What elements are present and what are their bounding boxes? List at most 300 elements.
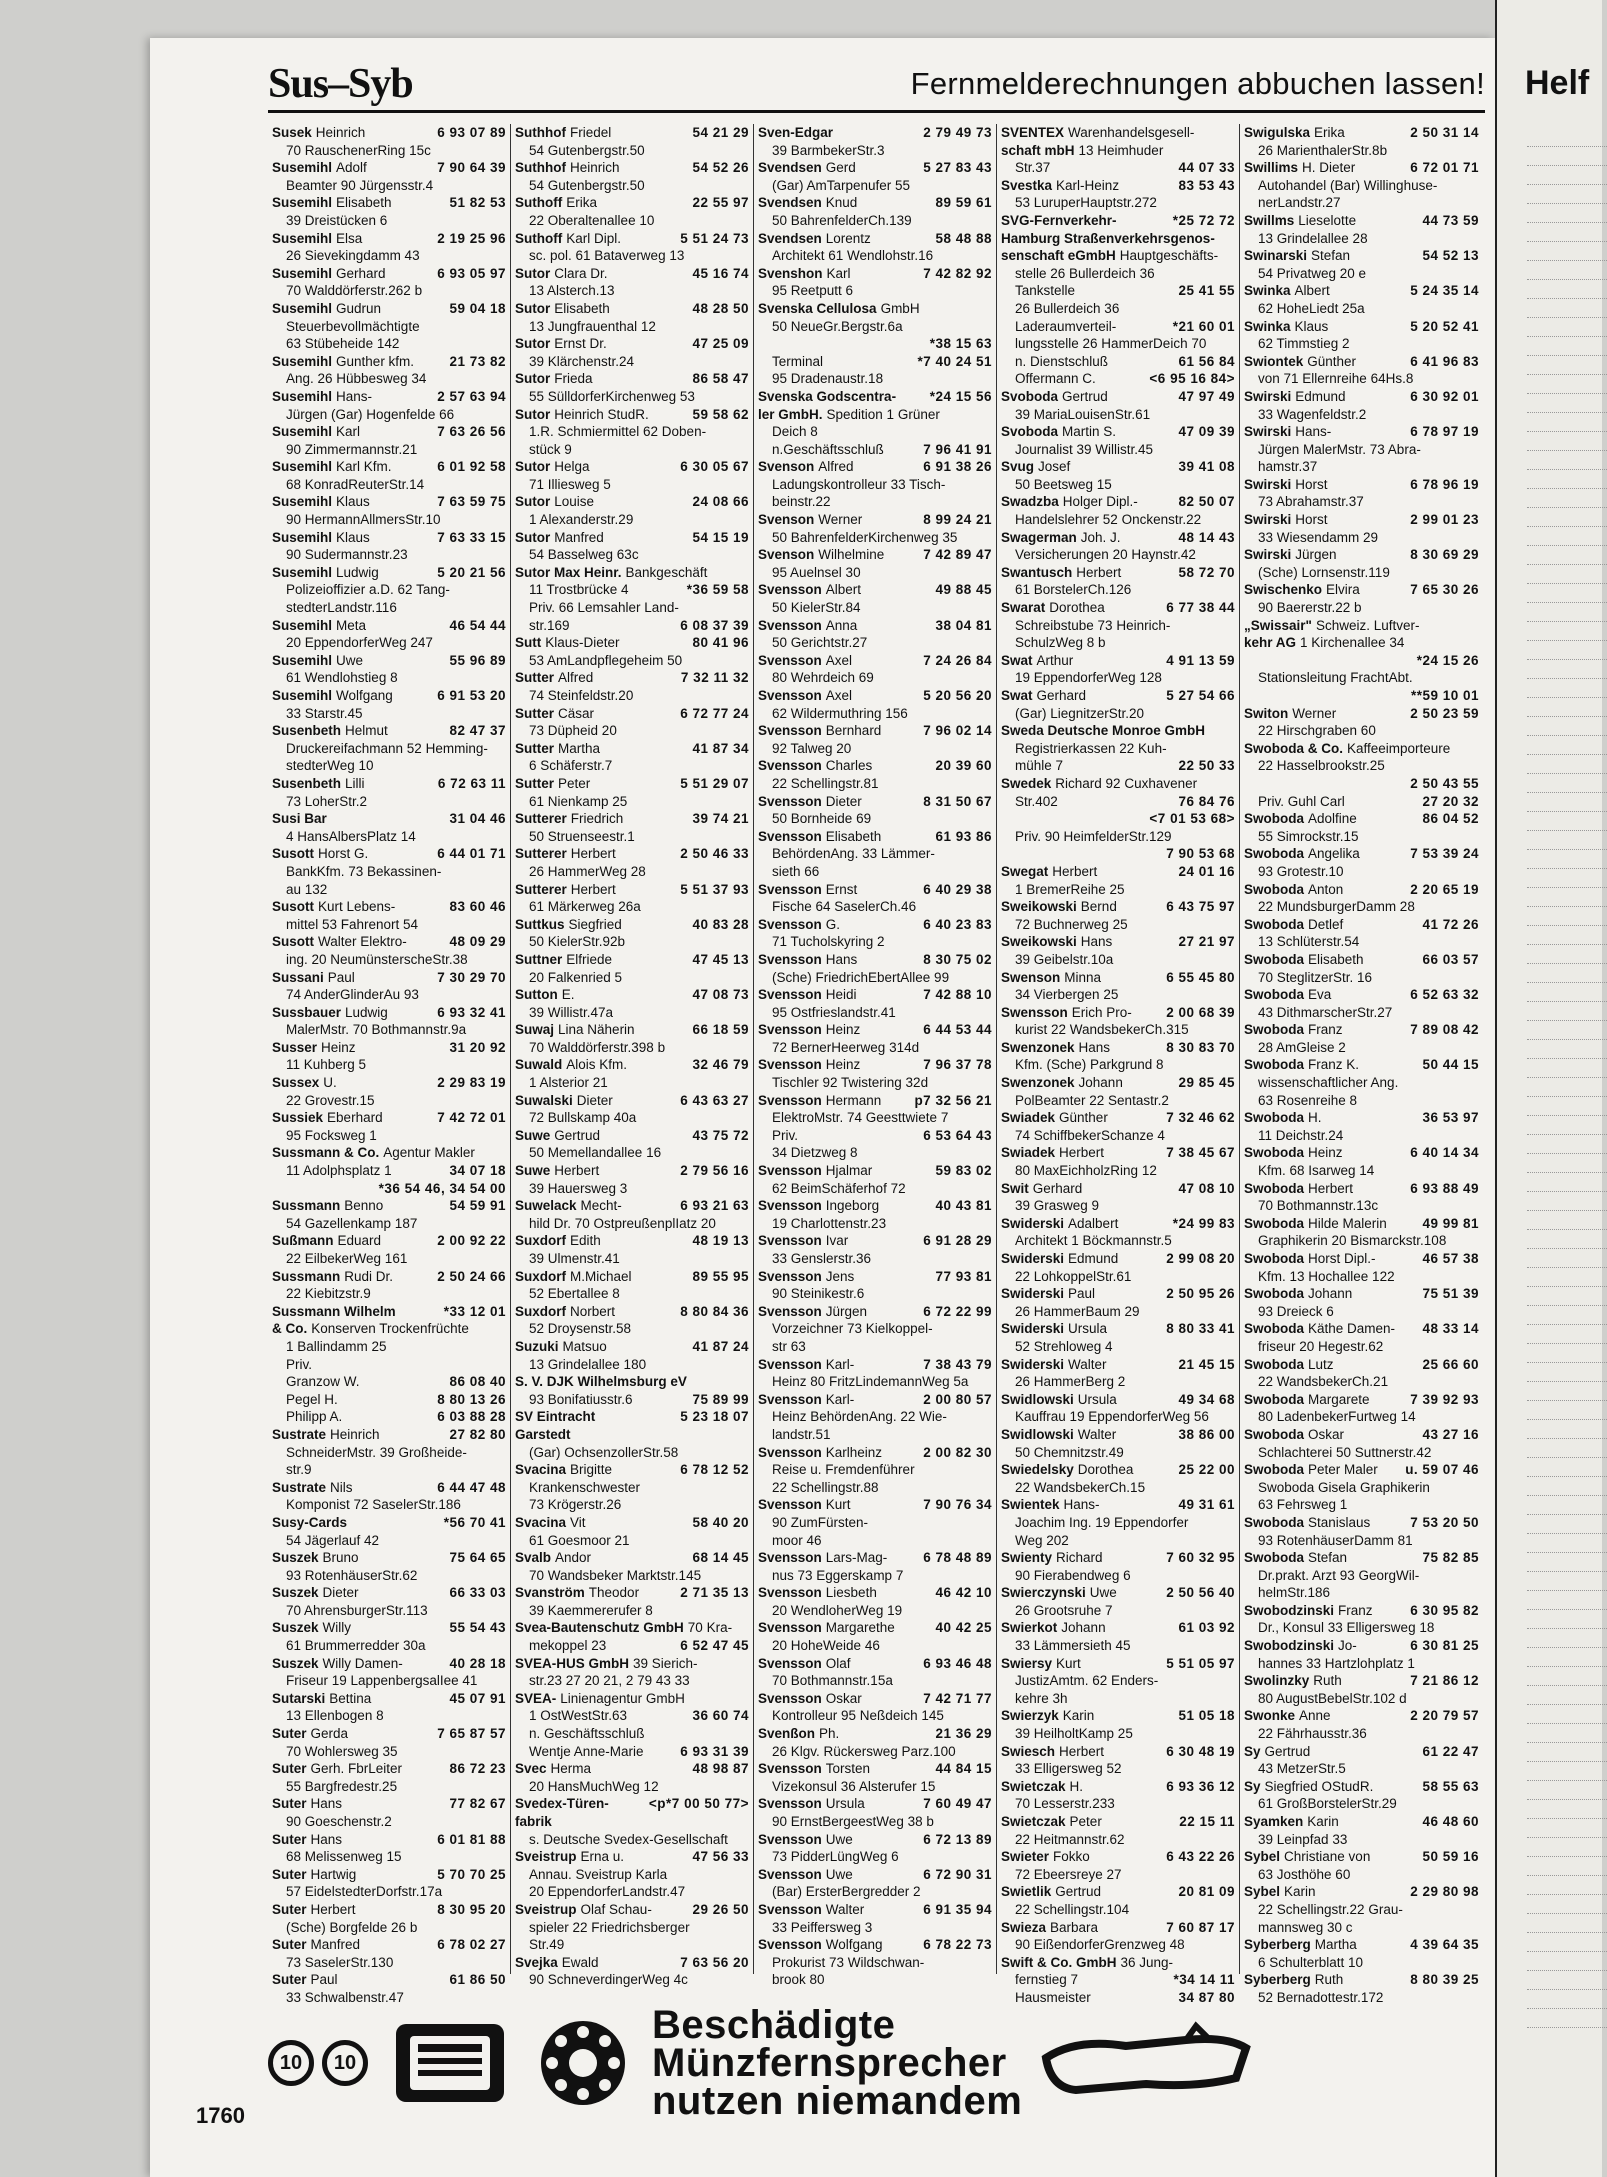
entry-address: Charles: [825, 758, 873, 774]
entry-number: 61 22 47: [1422, 1743, 1479, 1759]
entry-address: 13 Grindelallee 180: [529, 1356, 647, 1372]
entry-address: Hilde Malerin: [1308, 1215, 1387, 1231]
entry-address: 6 Schulterblatt 10: [1258, 1954, 1364, 1970]
listing-entry: [272, 969, 506, 987]
listing-entry: [1244, 335, 1479, 353]
listing-entry: [758, 1444, 992, 1462]
entry-address: fernstieg 7: [1015, 1972, 1079, 1988]
entry-number: 6 08 37 39: [680, 617, 749, 633]
entry-address: Herbert: [1308, 1180, 1354, 1196]
listing-entry: [1244, 353, 1479, 371]
listing-entry: [515, 1250, 749, 1268]
adjacent-page-line: [1527, 185, 1607, 204]
listing-entry: [272, 1672, 506, 1690]
adjacent-page-line: [1527, 1097, 1607, 1116]
entry-name: Sutterer: [515, 846, 567, 862]
listing-entry: [1001, 599, 1235, 617]
entry-address: Jürgen MalerMstr. 73 Abra-: [1258, 441, 1421, 457]
adjacent-page-line: [1527, 1971, 1607, 1990]
adjacent-page-line: [1527, 926, 1607, 945]
entry-number: 5 70 70 25: [437, 1866, 506, 1882]
entry-address: mühle 7: [1015, 758, 1064, 774]
adjacent-page-line: [1527, 1724, 1607, 1743]
entry-address: Karl-: [825, 1356, 855, 1372]
listing-entry: [1001, 916, 1235, 934]
entry-name: Swoboda: [1244, 1426, 1304, 1442]
listing-entry: [272, 933, 506, 951]
entry-name: Swoboda: [1244, 1286, 1304, 1302]
entry-number: 58 55 63: [1422, 1778, 1479, 1794]
entry-address: Priv. 66 Lemsahler Land-: [529, 600, 679, 616]
listing-entry: [758, 1655, 992, 1673]
entry-address: Herbert: [1059, 1145, 1105, 1161]
entry-name: Sutor: [515, 529, 551, 545]
entry-address: kurist 22 WandsbekerCh.315: [1015, 1022, 1189, 1038]
entry-address: Priv.: [286, 1356, 312, 1372]
listing-entry: [1244, 1021, 1479, 1039]
entry-name: Swientek: [1001, 1497, 1060, 1513]
entry-name: Svensson: [758, 1022, 822, 1038]
entry-address: 52 Strehloweg 4: [1015, 1338, 1113, 1354]
listing-entry: [515, 265, 749, 283]
entry-address: nus 73 Eggerskamp 7: [772, 1567, 904, 1583]
entry-name: schaft mbH: [1001, 142, 1075, 158]
listing-entry: [1244, 1936, 1479, 1954]
entry-address: Gunther kfm.: [336, 353, 415, 369]
listing-entry: [758, 142, 992, 160]
listing-entry: [272, 1690, 506, 1708]
entry-number: 2 79 49 73: [923, 125, 992, 140]
listing-entry: [1244, 845, 1479, 863]
entry-name: Svenson: [758, 547, 815, 563]
entry-address: GmbH: [880, 300, 920, 316]
entry-address: 22 Oberaltenallee 10: [529, 212, 655, 228]
entry-name: Swoboda: [1244, 1145, 1304, 1161]
entry-address: wissenschaftlicher Ang.: [1258, 1075, 1399, 1091]
entry-address: Horst Dipl.-: [1308, 1251, 1376, 1266]
entry-address: 68 KonradReuterStr.14: [286, 476, 425, 492]
entry-number: 50 44 15: [1422, 1057, 1479, 1073]
entry-name: Svensson: [758, 582, 822, 598]
phone-booth-icon: [390, 2020, 510, 2106]
entry-address: hannes 33 Hartzlohplatz 1: [1258, 1655, 1415, 1671]
entry-address: ElektroMstr. 74 Geesttwiete 7: [772, 1110, 949, 1126]
entry-address: Erna u.: [580, 1849, 625, 1865]
entry-address: 70 Bothmannstr.15a: [772, 1673, 893, 1689]
entry-name: Sutter: [515, 705, 555, 721]
listing-entry: [1244, 1971, 1479, 1989]
entry-number: *24 15 26: [1416, 652, 1479, 668]
adjacent-page-line: [1527, 1553, 1607, 1572]
entry-address: 11 Adolphsplatz 1: [286, 1163, 392, 1179]
entry-name: Suttkus: [515, 916, 565, 932]
entry-address: 22 LohkoppelStr.61: [1015, 1268, 1132, 1284]
entry-address: Herbert: [1076, 564, 1122, 580]
listing-entry: [515, 1197, 749, 1215]
adjacent-page-line: [1527, 1572, 1607, 1591]
listing-entry: [272, 300, 506, 318]
listing-entry: [272, 335, 506, 353]
listing-entry: [1244, 282, 1479, 300]
entry-number: 8 30 95 20: [437, 1901, 506, 1917]
entry-number: 27 82 80: [449, 1426, 506, 1442]
entry-address: 53 LuruperHauptstr.272: [1015, 195, 1157, 211]
entry-name: Swat: [1001, 652, 1033, 668]
entry-address: Alois Kfm.: [566, 1057, 628, 1073]
entry-address: Kurt: [825, 1497, 851, 1513]
listing-entry: [272, 406, 506, 424]
entry-name: Sussmann: [272, 1268, 341, 1284]
entry-name: Swierzyk: [1001, 1708, 1059, 1724]
adjacent-page-line: [1527, 698, 1607, 717]
entry-number: 6 91 38 26: [923, 459, 992, 475]
listing-entry: [758, 881, 992, 899]
entry-address: Stefan: [1308, 1550, 1348, 1566]
listing-entry: [758, 1408, 992, 1426]
entry-number: 4 39 64 35: [1410, 1937, 1479, 1953]
entry-name: Svensson: [758, 723, 822, 739]
entry-name: Swoboda: [1244, 916, 1304, 932]
listing-entry: [1244, 1127, 1479, 1145]
entry-number: 4 91 13 59: [1166, 652, 1235, 668]
listing-entry: [1244, 1637, 1479, 1655]
entry-address: stelle 26 Bullerdeich 36: [1015, 265, 1155, 281]
adjacent-page-line: [1527, 812, 1607, 831]
listing-entry: [1001, 282, 1235, 300]
entry-name: Swirski: [1244, 424, 1292, 440]
entry-number: 6 78 96 19: [1410, 476, 1479, 492]
entry-address: 50 Bornheide 69: [772, 811, 872, 827]
entry-number: 7 65 87 57: [437, 1726, 506, 1742]
entry-address: 62 Timmstieg 2: [1258, 336, 1350, 352]
entry-number: 8 99 24 21: [923, 512, 992, 528]
listing-entry: [1001, 740, 1235, 758]
entry-address: Philipp A.: [286, 1409, 343, 1425]
entry-address: Elisabeth: [1308, 951, 1364, 967]
entry-name: Suter: [272, 1937, 307, 1953]
entry-address: Dr., Konsul 33 Elligersweg 18: [1258, 1620, 1435, 1636]
entry-address: Joachim Ing. 19 Eppendorfer: [1015, 1514, 1189, 1530]
entry-number: 7 63 26 56: [437, 424, 506, 440]
entry-address: Franz: [1338, 1602, 1373, 1618]
entry-address: str 63: [772, 1338, 806, 1354]
listing-entry: [272, 1743, 506, 1761]
entry-number: 8 80 13 26: [437, 1391, 506, 1407]
entry-address: 71 Illiesweg 5: [529, 476, 611, 492]
listing-entry: [1001, 1584, 1235, 1602]
entry-address: 61 Brummerredder 30a: [286, 1638, 426, 1654]
entry-name: Swedek: [1001, 775, 1052, 791]
listing-entry: [1001, 1092, 1235, 1110]
listing-entry: [515, 687, 749, 705]
entry-name: Svec: [515, 1761, 547, 1777]
entry-address: Werner: [818, 512, 863, 528]
listing-entry: [1244, 1901, 1479, 1919]
entry-address: 13 Ellenbogen 8: [286, 1708, 384, 1724]
entry-name: Switon: [1244, 705, 1289, 721]
entry-number: 68 14 45: [692, 1550, 749, 1566]
entry-address: 90 Steinikestr.6: [772, 1286, 865, 1302]
adjacent-page-line: [1527, 1249, 1607, 1268]
listing-entry: [515, 1391, 749, 1409]
entry-name: Swoboda: [1244, 1514, 1304, 1530]
listing-entry: [272, 493, 506, 511]
entry-number: 59 83 02: [935, 1163, 992, 1179]
listing-entry: [272, 1092, 506, 1110]
listing-entry: [272, 810, 506, 828]
entry-name: Suszek: [272, 1655, 319, 1671]
entry-address: 54 Jägerlauf 42: [286, 1532, 380, 1548]
listing-entry: [758, 406, 992, 424]
entry-number: *24 15 56: [929, 388, 992, 404]
entry-number: 6 93 07 89: [437, 125, 506, 140]
entry-address: 54 Gutenbergstr.50: [529, 177, 645, 193]
entry-name: Svenska Godscentra-: [758, 388, 897, 404]
listing-entry: [1244, 1619, 1479, 1637]
entry-address: Uwe: [1089, 1585, 1117, 1601]
entry-number: 8 80 39 25: [1410, 1972, 1479, 1988]
entry-address: Clara Dr.: [554, 265, 608, 281]
entry-address: Gerd: [825, 160, 856, 176]
entry-address: Willy: [322, 1620, 352, 1636]
listing-entry: [1244, 300, 1479, 318]
listing-entry: [1001, 1021, 1235, 1039]
listing-entry: [272, 845, 506, 863]
listing-entry: [1001, 1373, 1235, 1391]
entry-address: Gudrun: [336, 300, 382, 316]
entry-name: Svendsen: [758, 230, 822, 246]
entry-address: 73 Krögerstr.26: [529, 1497, 622, 1513]
listing-entry: [1001, 1619, 1235, 1637]
entry-address: 92 Talweg 20: [772, 740, 852, 756]
entry-address: ing. 20 NeumünsterscheStr.38: [286, 951, 468, 967]
listing-entry: [1244, 1356, 1479, 1374]
listing-entry: [515, 1356, 749, 1374]
entry-address: 63 Fehrsweg 1: [1258, 1497, 1348, 1513]
listing-entry: [1001, 1250, 1235, 1268]
listing-entry: [515, 1056, 749, 1074]
listing-entry: [1001, 1056, 1235, 1074]
listing-entry: [272, 828, 506, 846]
entry-address: 62 HoheLiedt 25a: [1258, 300, 1365, 316]
entry-address: 55 SülldorferKirchenweg 53: [529, 388, 695, 404]
entry-address: str.169: [529, 617, 570, 633]
entry-address: 22 Fährhausstr.36: [1258, 1726, 1367, 1742]
listing-entry: [758, 247, 992, 265]
entry-address: 33 Genslerstr.36: [772, 1251, 872, 1266]
entry-number: 6 53 64 43: [923, 1127, 992, 1143]
listing-entry: [272, 282, 506, 300]
entry-address: Konserven Trockenfrüchte: [311, 1321, 469, 1337]
listing-entry: [758, 1619, 992, 1637]
entry-number: 6 41 96 83: [1410, 353, 1479, 369]
listing-entry: [1001, 1795, 1235, 1813]
listing-entry: [1244, 1672, 1479, 1690]
listing-entry: [758, 1461, 992, 1479]
entry-name: Susemihl: [272, 353, 333, 369]
entry-number: *33 12 01: [443, 1303, 506, 1319]
listing-entry: [1244, 142, 1479, 160]
entry-number: 8 30 75 02: [923, 951, 992, 967]
listing-entry: [515, 1444, 749, 1462]
entry-address: Str.37: [1015, 160, 1051, 176]
entry-number: 38 04 81: [935, 617, 992, 633]
adjacent-page-line: [1527, 1211, 1607, 1230]
entry-address: Kfm. 13 Hochallee 122: [1258, 1268, 1395, 1284]
entry-address: friseur 20 Hegestr.62: [1258, 1338, 1384, 1354]
entry-name: Svensson: [758, 1585, 822, 1601]
entry-name: Swoboda: [1244, 1022, 1304, 1038]
entry-name: Svensson: [758, 1497, 822, 1513]
listing-entry: [272, 1180, 506, 1198]
listing-entry: [758, 793, 992, 811]
listing-entry: [515, 986, 749, 1004]
listing-entry: [1244, 1444, 1479, 1462]
entry-number: 2 20 65 19: [1410, 881, 1479, 897]
listing-entry: [515, 1848, 749, 1866]
entry-number: 6 78 02 27: [437, 1937, 506, 1953]
listing-entry: [515, 617, 749, 635]
listing-entry: [1244, 863, 1479, 881]
entry-address: 90 Fierabendweg 6: [1015, 1567, 1131, 1583]
listing-entry: [758, 969, 992, 987]
adjacent-page-line: [1527, 641, 1607, 660]
entry-number: 7 39 92 93: [1410, 1391, 1479, 1407]
listing-entry: [758, 617, 992, 635]
entry-number: 6 72 77 24: [680, 705, 749, 721]
listing-entry: [1244, 388, 1479, 406]
listing-entry: [515, 1532, 749, 1550]
adjacent-page-line: [1527, 1439, 1607, 1458]
listing-entry: [515, 1883, 749, 1901]
entry-address: Dieter: [825, 793, 862, 809]
entry-address: 43 MetzerStr.5: [1258, 1761, 1346, 1777]
listing-entry: [515, 1162, 749, 1180]
listing-entry: [1244, 951, 1479, 969]
entry-address: 90 EißendorferGrenzweg 48: [1015, 1937, 1185, 1953]
entry-name: Susemihl: [272, 529, 333, 545]
entry-number: 55 96 89: [449, 652, 506, 668]
entry-name: Swenzonek: [1001, 1075, 1075, 1091]
entry-address: 33 Elligersweg 52: [1015, 1761, 1122, 1777]
entry-address: 1 Alsterior 21: [529, 1075, 608, 1091]
entry-name: Sweikowski: [1001, 899, 1077, 915]
listing-entry: [1244, 1162, 1479, 1180]
entry-address: str.23 27 20 21, 2 79 43 33: [529, 1673, 690, 1689]
entry-address: Friedrich: [570, 811, 624, 827]
entry-number: 5 20 52 41: [1410, 318, 1479, 334]
listing-entry: [1001, 1637, 1235, 1655]
entry-name: Swobodzinski: [1244, 1602, 1335, 1618]
entry-number: 2 71 35 13: [680, 1585, 749, 1601]
entry-number: 7 38 43 79: [923, 1356, 992, 1372]
listing-entry: [1244, 1954, 1479, 1972]
entry-name: Swinka: [1244, 318, 1291, 334]
listing-entry: [272, 881, 506, 899]
entry-name: Suthhof: [515, 125, 566, 140]
entry-name: Swiderski: [1001, 1251, 1065, 1266]
entry-name: Sven-Edgar: [758, 125, 834, 140]
listing-entry: [272, 1831, 506, 1849]
listing-entry: [515, 1285, 749, 1303]
adjacent-page-line: [1527, 603, 1607, 622]
entry-number: 89 55 95: [692, 1268, 749, 1284]
listing-entry: [1001, 863, 1235, 881]
entry-number: 8 30 69 29: [1410, 547, 1479, 563]
listing-entry: [1001, 1444, 1235, 1462]
entry-number: 61 93 86: [935, 828, 992, 844]
entry-name: Swietczak: [1001, 1778, 1066, 1794]
entry-address: Walter: [825, 1901, 865, 1917]
listing-entry: [1244, 617, 1479, 635]
entry-number: 49 99 81: [1422, 1215, 1479, 1231]
entry-name: Svacina: [515, 1514, 567, 1530]
entry-number: *38 15 63: [929, 336, 992, 352]
entry-name: Svensson: [758, 1391, 822, 1407]
listing-entry: [515, 1514, 749, 1532]
entry-address: Hermann: [825, 1092, 882, 1108]
adjacent-page-line: [1527, 1496, 1607, 1515]
listing-entry: [272, 1479, 506, 1497]
listing-entry: [272, 1971, 506, 1989]
adjacent-page-line: [1527, 432, 1607, 451]
listing-entry: [272, 916, 506, 934]
adjacent-page-line: [1527, 375, 1607, 394]
entry-name: Swift & Co. GmbH: [1001, 1954, 1117, 1970]
entry-number: 6 72 01 71: [1410, 160, 1479, 176]
listing-entry: [515, 1127, 749, 1145]
adjacent-page-line: [1527, 1078, 1607, 1097]
entry-name: SVEA-HUS GmbH: [515, 1655, 630, 1671]
entry-number: 2 00 92 22: [437, 1233, 506, 1249]
entry-number: 22 55 97: [692, 195, 749, 211]
entry-address: n.Geschäftsschluß: [772, 441, 884, 457]
entry-number: 7 21 86 12: [1410, 1673, 1479, 1689]
listing-entry: [758, 1919, 992, 1937]
listing-entry: [1001, 458, 1235, 476]
entry-address: Autohandel (Bar) Willinghuse-: [1258, 177, 1438, 193]
listing-entry: [1244, 564, 1479, 582]
listing-entry: [515, 845, 749, 863]
listing-entry: [272, 1215, 506, 1233]
listing-entry: [1001, 1127, 1235, 1145]
listing-entry: [272, 511, 506, 529]
listing-entry: [1001, 1954, 1235, 1972]
entry-name: Sweda Deutsche Monroe GmbH: [1001, 723, 1206, 739]
entry-address: Paul: [327, 969, 355, 985]
entry-address: (Sche) FriedrichEbertAllee 99: [772, 969, 950, 985]
entry-address: Jürgen: [1295, 547, 1337, 563]
listing-entry: [1244, 1883, 1479, 1901]
adjacent-page-line: [1527, 1401, 1607, 1420]
entry-name: Sussani: [272, 969, 324, 985]
entry-name: Sustrate: [272, 1479, 327, 1495]
entry-number: 24 01 16: [1178, 863, 1235, 879]
entry-address: Ursula: [825, 1796, 865, 1812]
entry-address: Hans: [1078, 1039, 1111, 1055]
entry-address: Elisabeth: [554, 300, 610, 316]
listing-entry: [1001, 441, 1235, 459]
adjacent-page-line: [1527, 983, 1607, 1002]
entry-number: 5 23 18 07: [680, 1409, 749, 1425]
entry-address: Terminal: [772, 353, 824, 369]
adjacent-page-line: [1527, 1876, 1607, 1895]
listing-entry: [1244, 722, 1479, 740]
entry-address: Edith: [570, 1233, 601, 1249]
entry-address: Deich 8: [772, 424, 818, 440]
listing-entry: [515, 230, 749, 248]
entry-address: 33 Starstr.45: [286, 705, 363, 721]
